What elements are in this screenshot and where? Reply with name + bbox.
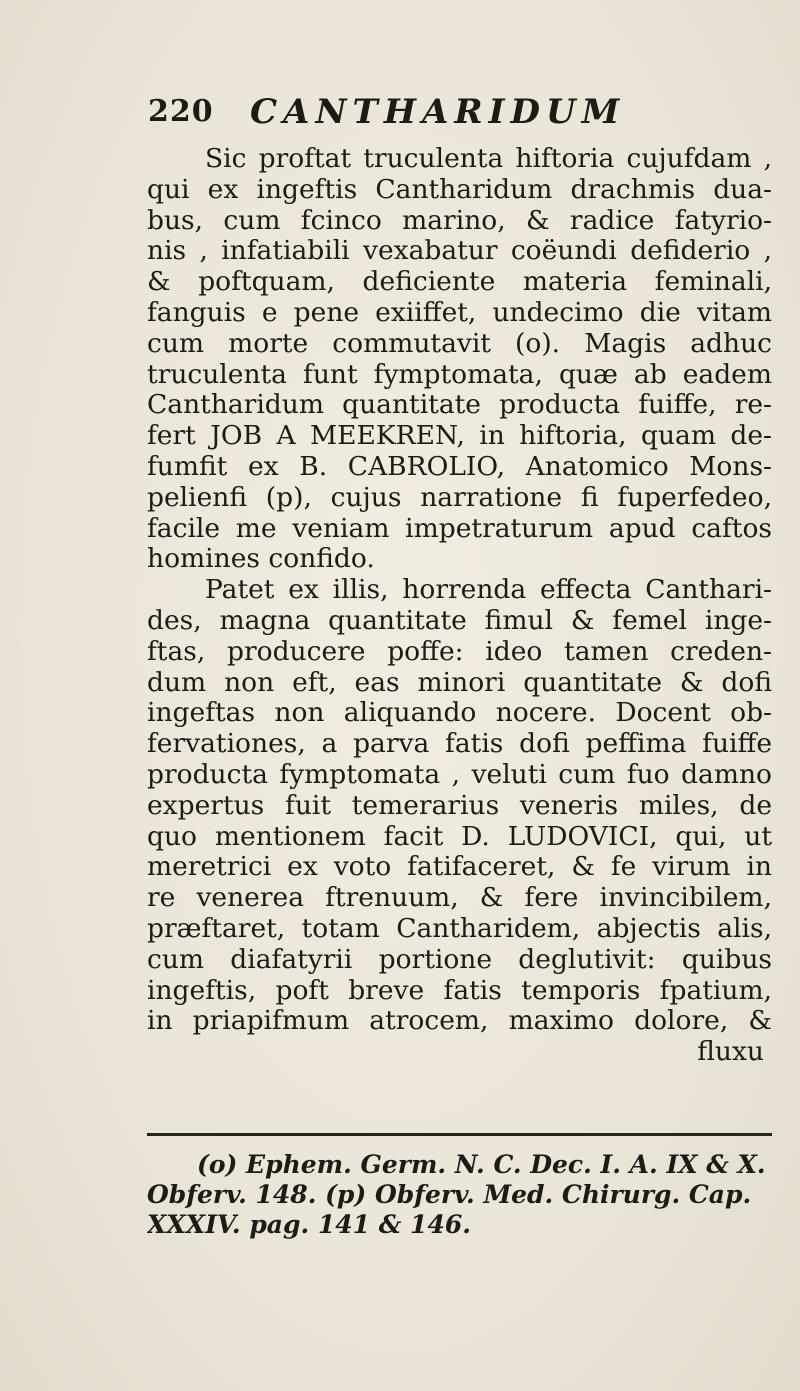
body-line: & poftquam, deficiente materia feminali, xyxy=(147,267,772,298)
body-line: fervationes, a parva fatis dofi peffima fuiffe xyxy=(147,729,772,760)
body-line: nis , infatiabili vexabatur coëundi defiderio , xyxy=(147,236,772,267)
body-line: Sic proftat truculenta hiftoria cujufdam , xyxy=(205,144,772,174)
body-line: homines confido. xyxy=(147,544,375,575)
body-line: cum diafatyrii portione deglutivit: quibus xyxy=(147,944,772,975)
body-line: truculenta funt fymptomata, quæ ab eadem xyxy=(147,359,772,390)
body-line: expertus fuit temerarius veneris miles, de xyxy=(147,790,772,821)
body-line: bus, cum fcinco marino, & radice fatyrio- xyxy=(147,205,772,236)
body-line: in priapifmum atrocem, maximo dolore, & xyxy=(147,1006,772,1037)
body-line: dum non eft, eas minori quantitate & dofi xyxy=(147,667,772,698)
body-line: producta fymptomata , veluti cum fuo damno xyxy=(147,759,772,790)
body-line: pelienfi (p), cujus narratione fi fuperfedeo, xyxy=(147,482,772,513)
page-number: 220 xyxy=(148,94,214,129)
body-line: præftaret, totam Cantharidem, abjectis alis, xyxy=(147,913,772,944)
body-line: fanguis e pene exiiffet, undecimo die vitam xyxy=(147,297,772,328)
body-line: re venerea ftrenuum, & fere invincibilem, xyxy=(147,883,772,914)
page-header xyxy=(148,92,748,142)
body-line: Cantharidum quantitate producta fuiffe, re- xyxy=(147,390,772,421)
catchword: fluxu xyxy=(697,1037,764,1068)
body-line: ingeftas non aliquando nocere. Docent ob- xyxy=(147,698,772,729)
body-line: meretrici ex voto fatifaceret, & fe virum in xyxy=(147,852,772,883)
footnote-line: Obferv. 148. (p) Obferv. Med. Chirurg. Cap. xyxy=(147,1180,752,1209)
body-line: fumfit ex B. CABROLIO, Anatomico Mons- xyxy=(147,451,772,482)
body-line: fert JOB A MEEKREN, in hiftoria, quam de- xyxy=(147,421,772,452)
body-line: des, magna quantitate fimul & femel inge- xyxy=(147,605,772,636)
footnotes xyxy=(147,1150,772,1240)
body-line: cum morte commutavit (o). Magis adhuc xyxy=(147,328,772,359)
body-text xyxy=(147,144,772,1068)
body-line: ftas, producere poffe: ideo tamen creden- xyxy=(147,636,772,667)
body-line: Patet ex illis, horrenda effecta Canthari- xyxy=(205,575,772,606)
body-line: facile me veniam impetraturum apud caftos xyxy=(147,513,772,544)
footnote-line: (o) Ephem. Germ. N. C. Dec. I. A. IX & X. xyxy=(197,1150,766,1179)
body-line: quo mentionem facit D. LUDOVICI, qui, ut xyxy=(147,821,772,852)
running-head: CANTHARIDUM xyxy=(250,92,626,132)
footnote-line: XXXIV. pag. 141 & 146. xyxy=(147,1210,471,1239)
body-line: qui ex ingeftis Cantharidum drachmis dua- xyxy=(147,174,772,205)
body-line: ingeftis, poft breve fatis temporis fpatium, xyxy=(147,975,772,1006)
footnote-rule xyxy=(147,1133,772,1136)
